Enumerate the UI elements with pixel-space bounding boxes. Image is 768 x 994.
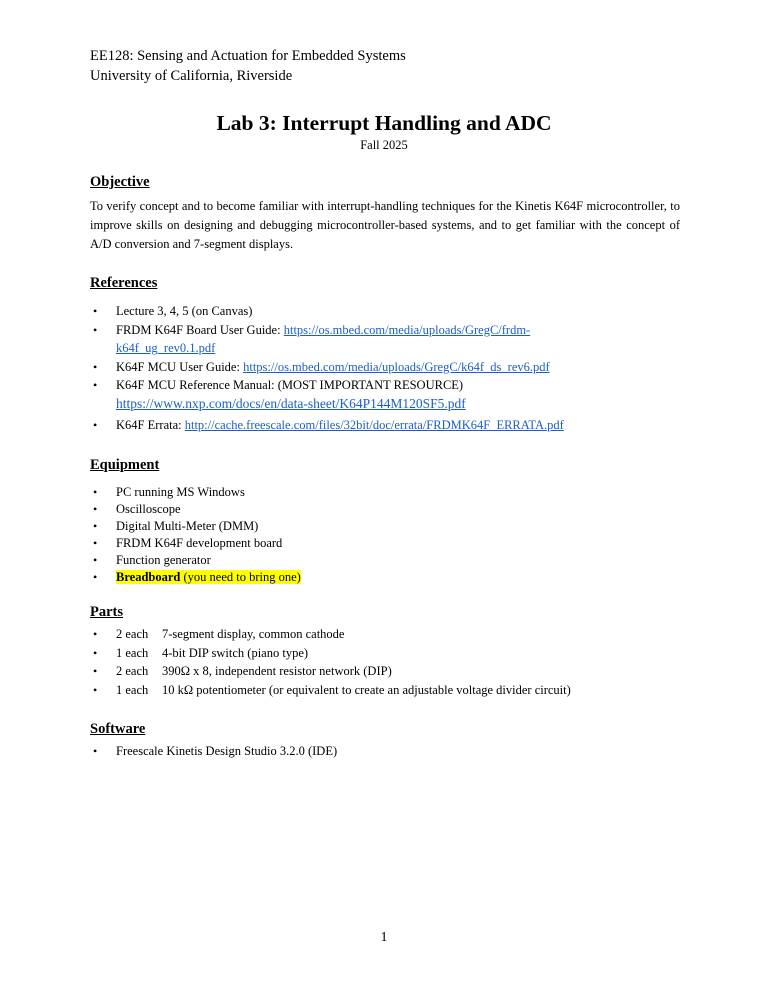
breadboard-highlight: Breadboard (you need to bring one) xyxy=(116,570,301,584)
list-item: • K64F MCU User Guide: https://os.mbed.com/media/uploads/GregC/k64f_ds_rev6.pdf xyxy=(90,358,690,377)
part-desc: 390Ω x 8, independent resistor network (DIP) xyxy=(162,664,392,678)
references-heading: References xyxy=(90,275,158,291)
bullet-icon: • xyxy=(93,627,98,641)
list-item xyxy=(90,569,690,586)
bullet-icon: • xyxy=(93,519,98,533)
mcu-user-guide-link[interactable]: https://os.mbed.com/media/uploads/GregC/k64f_ds_rev6.pdf xyxy=(243,359,550,374)
software-heading: Software xyxy=(90,721,146,737)
part-qty: 1 each xyxy=(116,645,149,660)
page-number: 1 xyxy=(380,930,388,945)
bullet-icon: • xyxy=(93,570,98,584)
objective-text: To verify concept and to become familiar with interrupt-handling techniques for the Kinetis K64F microcontroller, to improve skills on designing and debugging microcontroller-based systems, and to get familiar with the concept of A/D conversion and 7-segment displays. xyxy=(90,199,680,251)
university-name: University of California, Riverside xyxy=(90,68,293,84)
bullet-icon: • xyxy=(93,322,98,337)
bullet-icon: • xyxy=(93,304,98,318)
references-list xyxy=(90,302,690,435)
part-qty: 2 each xyxy=(116,627,149,641)
board-user-guide-link[interactable]: https://os.mbed.com/media/uploads/GregC/frdm- xyxy=(283,322,531,337)
objective-heading: Objective xyxy=(90,174,150,190)
course-name: EE128: Sensing and Actuation for Embedded Systems xyxy=(90,48,406,64)
reference-manual-link[interactable]: https://www.nxp.com/docs/en/data-sheet/K64P144M120SF5.pdf xyxy=(116,395,466,411)
bullet-icon: • xyxy=(93,502,98,516)
bullet-icon: • xyxy=(93,553,98,567)
page-title: Lab 3: Interrupt Handling and ADC xyxy=(216,111,552,135)
part-qty: 2 each xyxy=(116,664,149,678)
equipment-heading: Equipment xyxy=(90,457,160,473)
equipment-list xyxy=(90,484,690,586)
bullet-icon: • xyxy=(93,418,98,432)
bullet-icon: • xyxy=(93,485,98,499)
list-item: • Function generator xyxy=(93,553,211,567)
board-user-guide-link-continued[interactable]: k64f_ug_rev0.1.pdf xyxy=(116,341,216,355)
list-item: • FRDM K64F Board User Guide: https://os.mbed.com/media/uploads/GregC/frdm- k64f_ug_rev0.1.pdf xyxy=(93,322,531,355)
list-item: • Lecture 3, 4, 5 (on Canvas) xyxy=(90,302,690,321)
list-item: • PC running MS Windows xyxy=(93,485,245,499)
software-list xyxy=(90,742,690,760)
list-item xyxy=(90,662,690,681)
parts-list xyxy=(90,625,690,699)
list-item: • Oscilloscope xyxy=(93,502,181,516)
part-desc: 4-bit DIP switch (piano type) xyxy=(162,645,309,660)
part-desc: 10 kΩ potentiometer (or equivalent to create an adjustable voltage divider circuit) xyxy=(162,682,571,697)
bullet-icon: • xyxy=(93,744,98,758)
list-item: • Freescale Kinetis Design Studio 3.2.0 (IDE) xyxy=(93,744,338,758)
list-item: • FRDM K64F development board xyxy=(93,536,283,550)
bullet-icon: • xyxy=(93,536,98,550)
list-item xyxy=(90,625,690,644)
term-label: Fall 2025 xyxy=(360,138,408,152)
bullet-icon: • xyxy=(93,682,98,697)
list-item xyxy=(90,644,690,663)
list-item: • K64F MCU Reference Manual: (MOST IMPORTANT RESOURCE) https://www.nxp.com/docs/en/data-sheet/K64P144M120SF5.pdf xyxy=(93,378,466,411)
list-item: • Digital Multi-Meter (DMM) xyxy=(93,519,259,533)
parts-heading: Parts xyxy=(90,604,124,620)
page-header xyxy=(90,46,406,86)
bullet-icon: • xyxy=(93,645,98,660)
bullet-icon: • xyxy=(93,359,98,374)
bullet-icon: • xyxy=(93,378,98,392)
list-item: • K64F Errata: http://cache.freescale.com/files/32bit/doc/errata/FRDMK64F_ERRATA.pdf xyxy=(90,416,690,435)
part-desc: 7-segment display, common cathode xyxy=(162,627,345,641)
errata-link[interactable]: http://cache.freescale.com/files/32bit/doc/errata/FRDMK64F_ERRATA.pdf xyxy=(184,418,564,432)
list-item xyxy=(90,681,690,700)
bullet-icon: • xyxy=(93,664,98,678)
part-qty: 1 each xyxy=(116,682,149,697)
